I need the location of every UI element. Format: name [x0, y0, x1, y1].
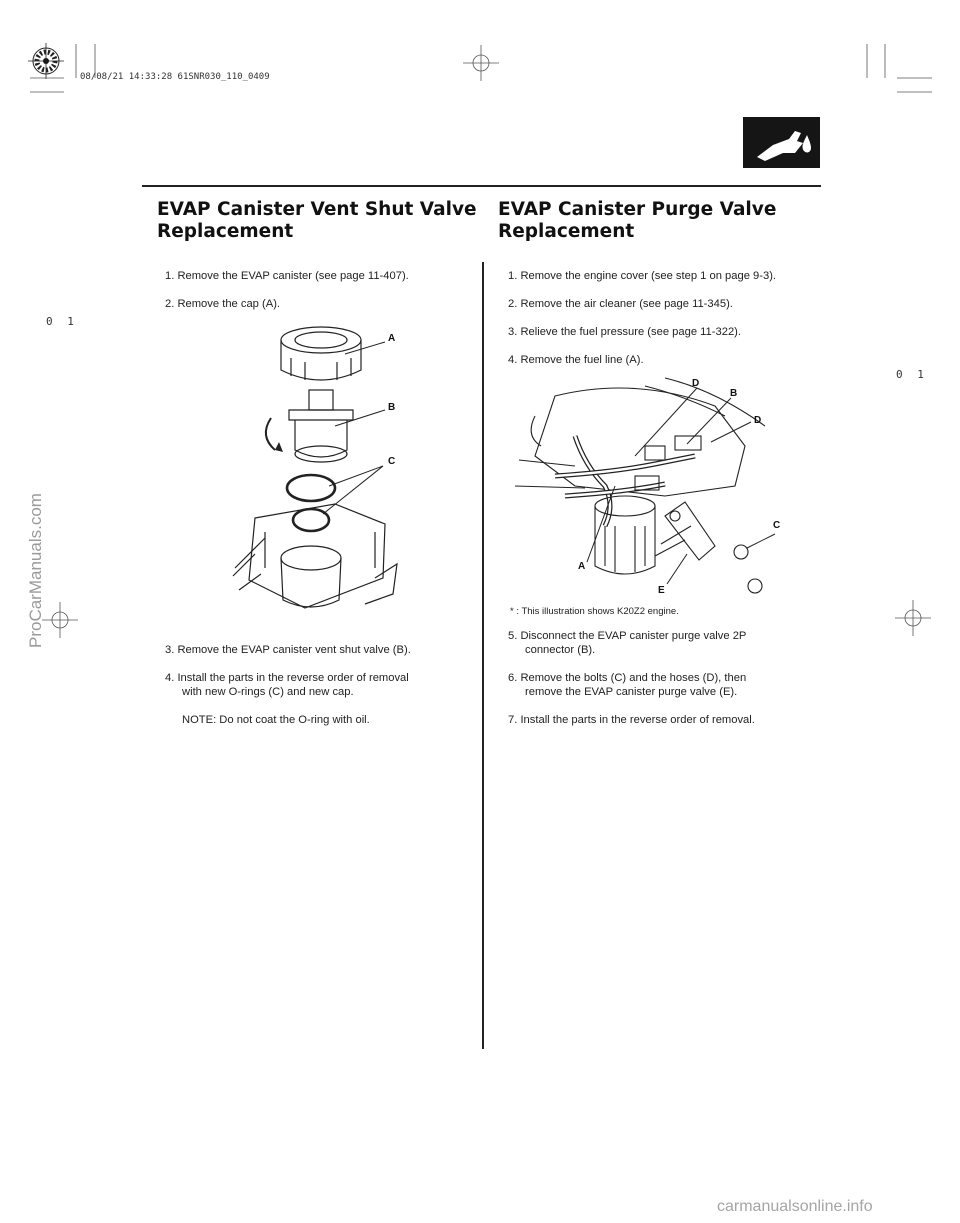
left-section-title	[157, 199, 477, 243]
left-side-crosshair-icon	[40, 600, 80, 640]
left-step-4: 4. Install the parts in the reverse order of removal	[165, 672, 409, 684]
right-label-c: C	[773, 520, 781, 531]
right-label-e: E	[658, 585, 665, 596]
left-title-line1: EVAP Canister Vent Shut Valve	[157, 199, 477, 220]
right-steps-top	[508, 269, 776, 367]
left-note: NOTE: Do not coat the O-ring with oil.	[182, 714, 370, 726]
left-label-c: C	[388, 456, 396, 467]
right-steps-bottom	[508, 629, 808, 727]
right-title-line1: EVAP Canister Purge Valve	[498, 199, 777, 220]
print-stamp: 08/08/21 14:33:28 61SNR030_110_0409	[80, 72, 270, 82]
figure-note: * : This illustration shows K20Z2 engine.	[510, 606, 679, 617]
right-label-d-right: D	[754, 415, 762, 426]
left-title-line2: Replacement	[157, 221, 294, 242]
right-label-b: B	[730, 388, 738, 399]
left-step-4-cont: with new O-rings (C) and new cap.	[182, 686, 354, 698]
right-step-5-cont: connector (B).	[525, 644, 596, 656]
vent-shut-valve-illustration	[225, 318, 435, 636]
header-rule	[142, 185, 821, 187]
right-step-3: 3. Relieve the fuel pressure (see page 11-322).	[508, 326, 742, 338]
left-label-a: A	[388, 333, 396, 344]
left-steps-bottom	[165, 643, 465, 727]
side-watermark: ProCarManuals.com	[26, 493, 45, 648]
right-section-title	[498, 199, 776, 243]
column-divider	[482, 262, 484, 1049]
fuel-nozzle-icon	[743, 117, 820, 168]
right-step-1: 1. Remove the engine cover (see step 1 on page 9-3).	[508, 270, 777, 282]
right-step-5: 5. Disconnect the EVAP canister purge valve 2P	[508, 630, 747, 642]
section-tab	[743, 117, 820, 168]
right-step-4: 4. Remove the fuel line (A).	[508, 354, 644, 366]
center-crosshair-icon	[463, 45, 499, 81]
right-step-6-cont: remove the EVAP canister purge valve (E).	[525, 686, 738, 698]
right-label-d-top: D	[692, 378, 700, 389]
right-side-crosshair-icon	[893, 598, 933, 638]
left-step-2: 2. Remove the cap (A).	[165, 298, 281, 310]
registration-marks	[0, 0, 960, 120]
left-step-3: 3. Remove the EVAP canister vent shut valve (B).	[165, 644, 411, 656]
left-side-mark: 0 1	[46, 315, 78, 328]
right-label-a: A	[578, 561, 586, 572]
right-step-6: 6. Remove the bolts (C) and the hoses (D), then	[508, 672, 747, 684]
left-label-b: B	[388, 402, 396, 413]
bottom-watermark: carmanualsonline.info	[717, 1198, 873, 1215]
right-step-2: 2. Remove the air cleaner (see page 11-345).	[508, 298, 733, 310]
crosshair-target-icon	[28, 43, 64, 79]
right-title-line2: Replacement	[498, 221, 635, 242]
left-step-1: 1. Remove the EVAP canister (see page 11-407).	[165, 270, 409, 282]
right-step-7: 7. Install the parts in the reverse order of removal.	[508, 714, 755, 726]
right-side-mark: 0 1	[896, 368, 928, 381]
purge-valve-illustration	[515, 376, 780, 602]
left-steps-top	[165, 269, 409, 311]
